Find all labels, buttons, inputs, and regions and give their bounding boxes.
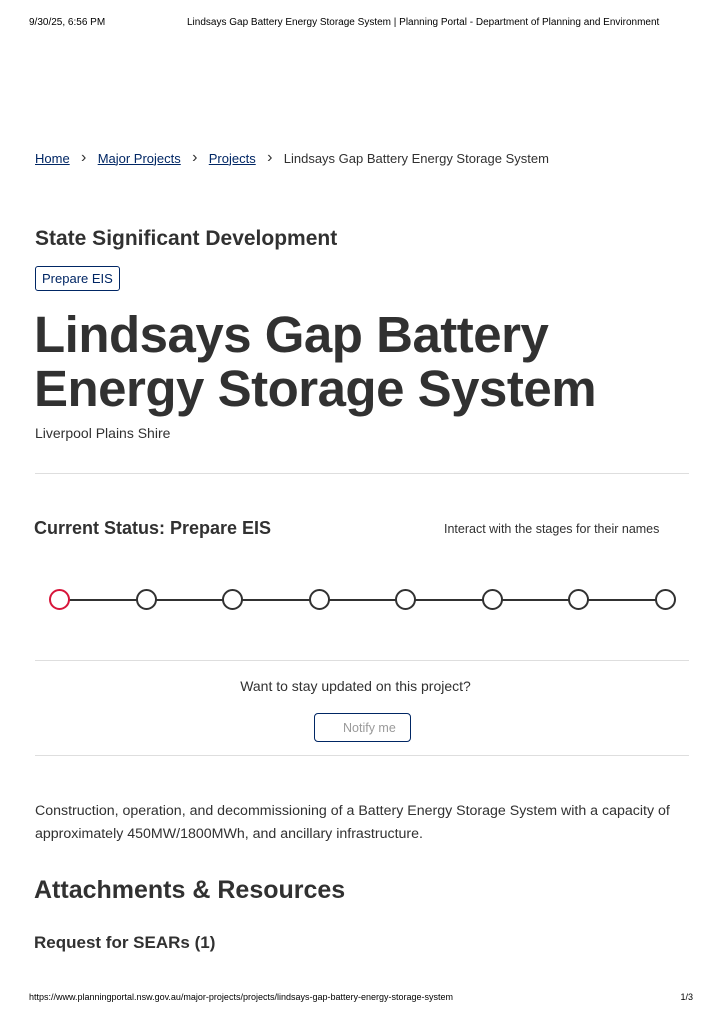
project-lga: Liverpool Plains Shire: [35, 425, 171, 441]
print-header: [29, 17, 693, 31]
breadcrumb-current: Lindsays Gap Battery Energy Storage System: [283, 150, 549, 166]
stage-marker-3[interactable]: [222, 589, 243, 610]
print-date: 9/30/25, 6:56 PM: [29, 17, 106, 28]
chevron-right-icon: ›: [192, 149, 198, 166]
print-page-title: Lindsays Gap Battery Energy Storage System | Planning Portal - Department of Planning and Environment: [187, 17, 660, 28]
stage-marker-8[interactable]: [655, 589, 676, 610]
breadcrumb-projects-link[interactable]: Projects: [208, 150, 256, 166]
breadcrumb: [35, 150, 549, 166]
print-footer: [29, 992, 693, 1006]
stage-marker-7[interactable]: [568, 589, 589, 610]
chevron-right-icon: ›: [81, 149, 87, 166]
current-status-title: Current Status: Prepare EIS: [34, 518, 272, 538]
stage-badge: Prepare EIS: [35, 266, 120, 291]
stages-hint: Interact with the stages for their names: [444, 522, 660, 536]
stage-marker-5[interactable]: [395, 589, 416, 610]
stage-marker-6[interactable]: [482, 589, 503, 610]
stage-marker-1[interactable]: [49, 589, 70, 610]
attachments-heading: Attachments & Resources: [34, 876, 346, 904]
stage-marker-4[interactable]: [309, 589, 330, 610]
print-page-number: 1/3: [680, 992, 693, 1002]
breadcrumb-home-link[interactable]: Home: [35, 150, 70, 166]
chevron-right-icon: ›: [267, 149, 273, 166]
divider: [35, 755, 689, 756]
breadcrumb-major-projects-link[interactable]: Major Projects: [97, 150, 181, 166]
divider: [35, 473, 689, 474]
attachment-group-sears[interactable]: Request for SEARs (1): [34, 933, 216, 952]
print-url: https://www.planningportal.nsw.gov.au/major-projects/projects/lindsays-gap-battery-energy-storage-system: [29, 992, 454, 1002]
divider: [35, 660, 689, 661]
project-description: Construction, operation, and decommissioning of a Battery Energy Storage System with a capacity of approximately 450MW/1800MWh, and ancillary infrastructure.: [35, 803, 670, 842]
notify-me-button[interactable]: Notify me: [314, 713, 411, 742]
subscribe-prompt: Want to stay updated on this project?: [240, 678, 471, 694]
development-type: State Significant Development: [35, 227, 338, 250]
stage-tracker: [49, 589, 676, 611]
stage-marker-2[interactable]: [136, 589, 157, 610]
page-title: Lindsays Gap Battery Energy Storage System: [34, 306, 597, 417]
